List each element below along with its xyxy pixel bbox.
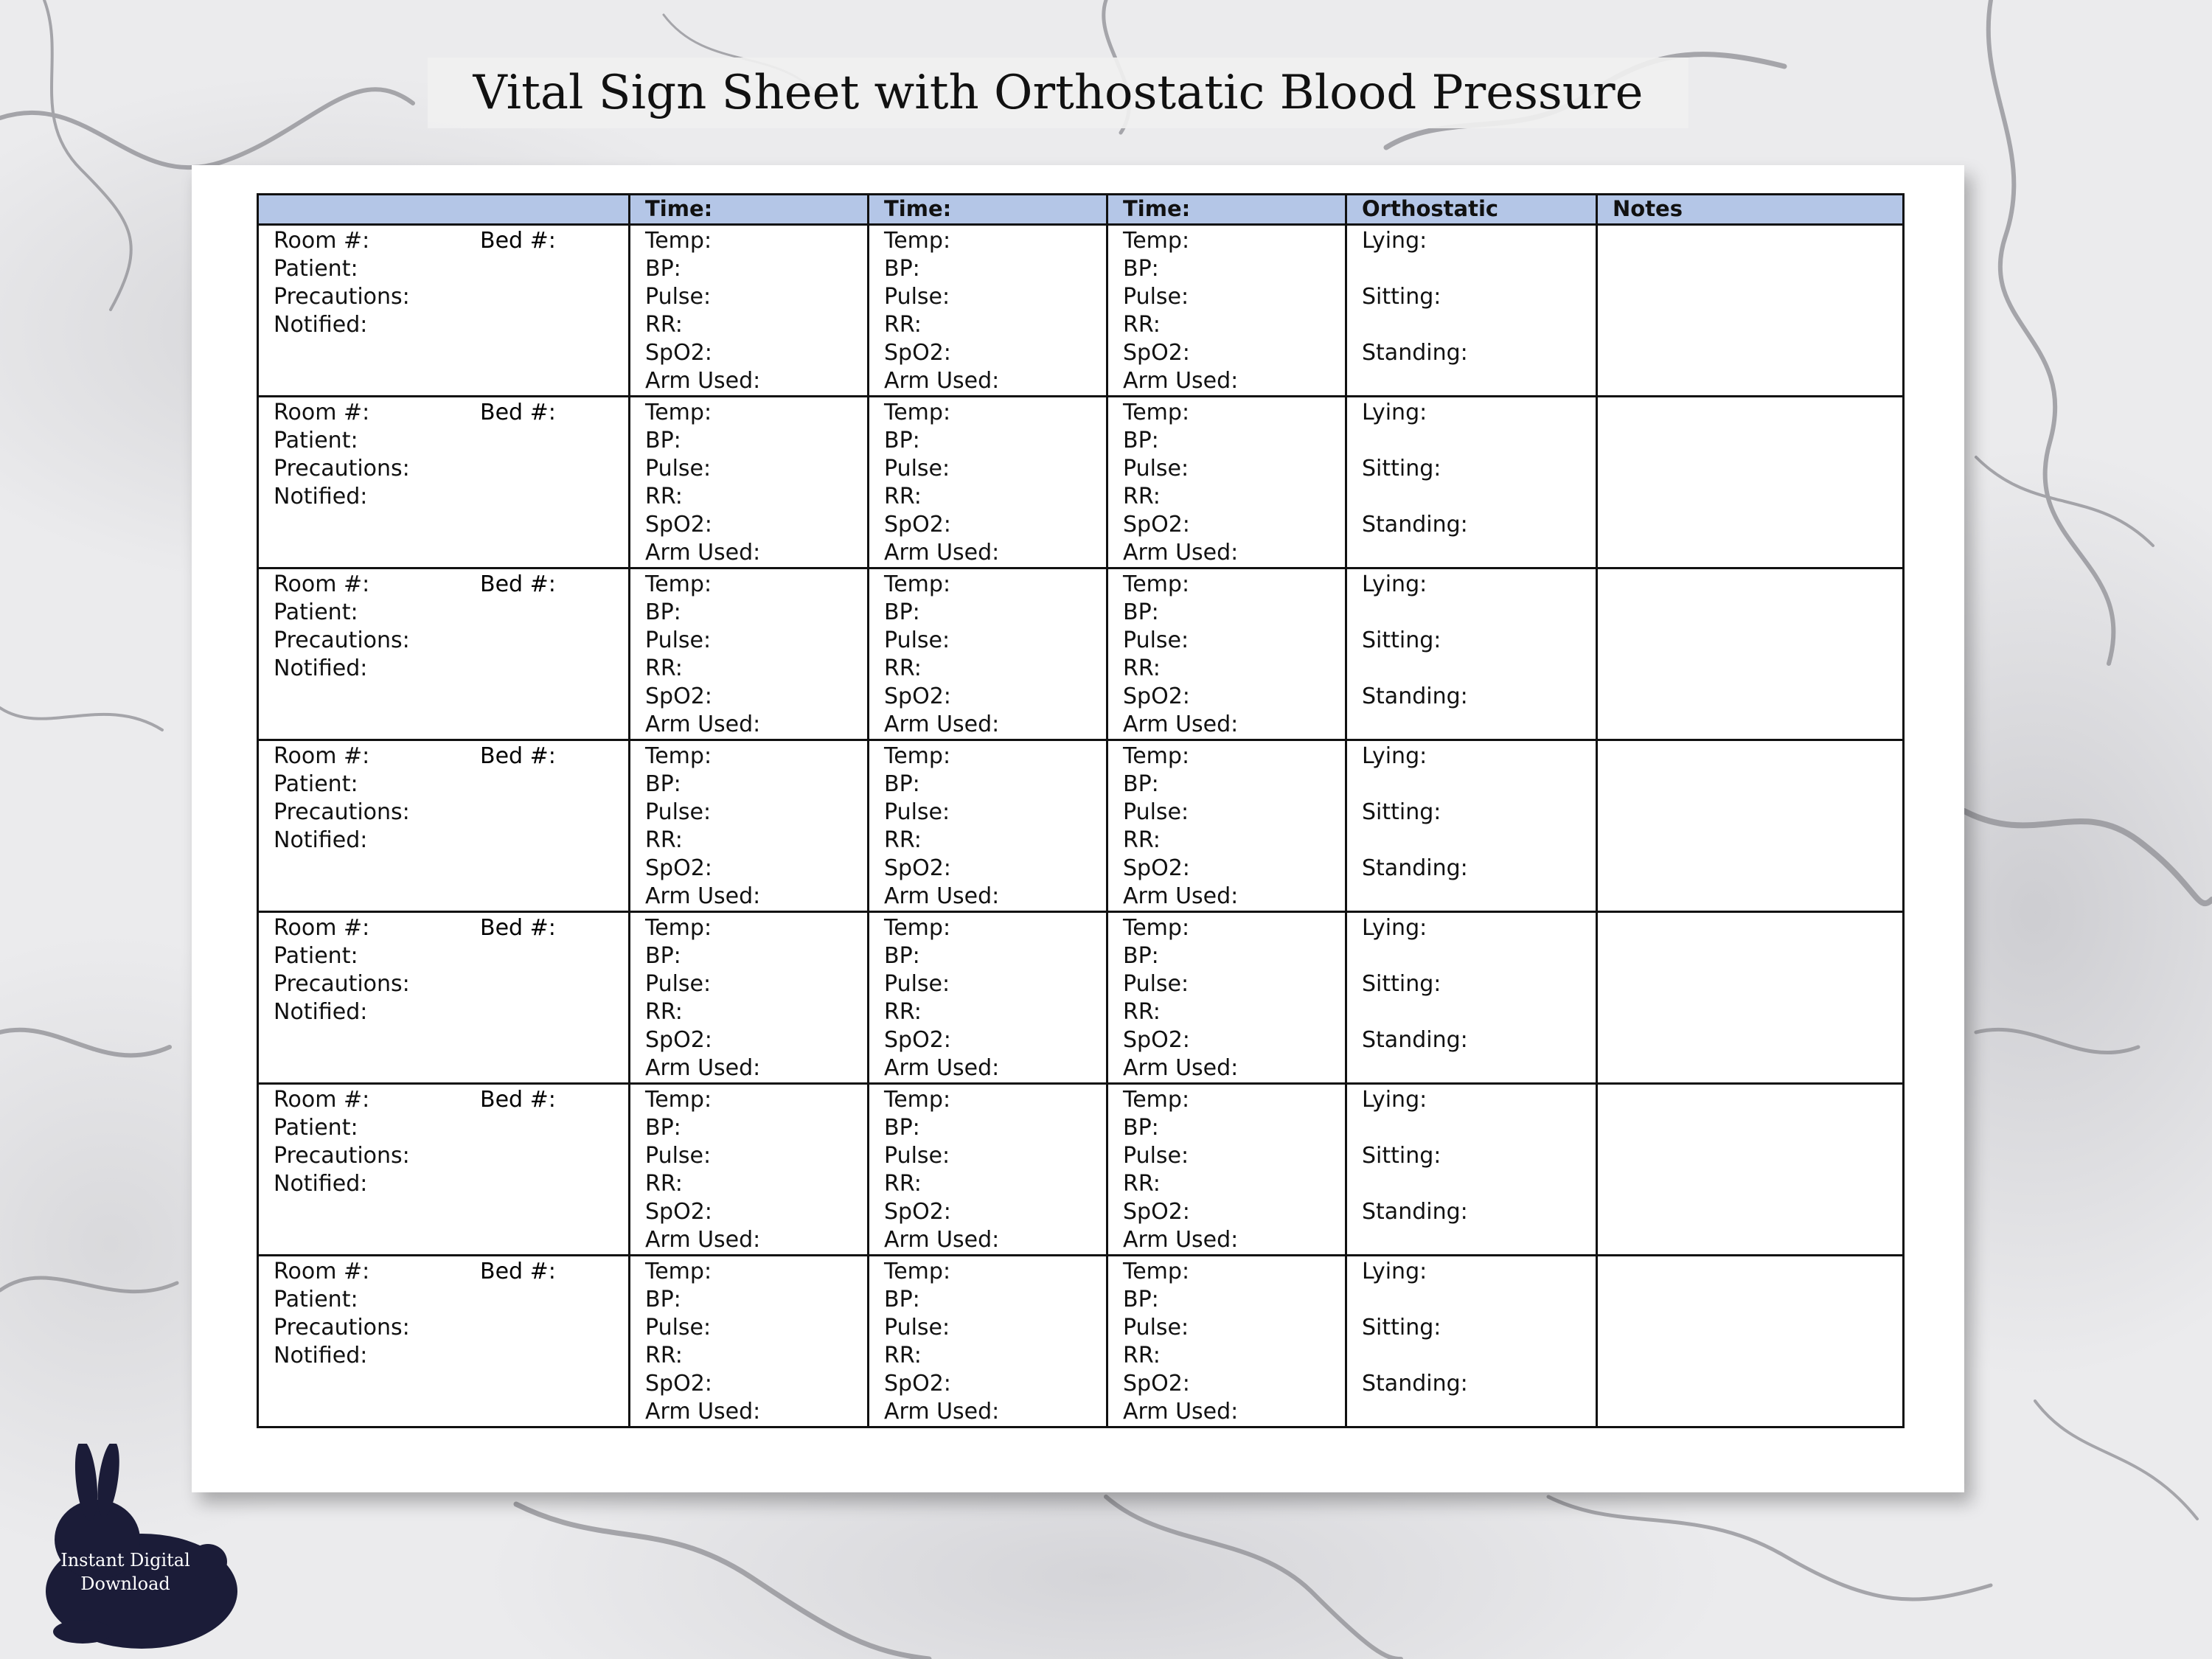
orthostatic-label: Lying: (1362, 571, 1427, 597)
orthostatic-label: Lying: (1362, 1259, 1427, 1284)
vital-label: RR: (645, 827, 683, 853)
spacer (1362, 311, 1596, 339)
notes-cell[interactable] (1597, 225, 1904, 397)
vital-label: BP: (884, 428, 920, 453)
table-header-row (258, 195, 1904, 225)
vital-label: RR: (884, 1343, 922, 1368)
room-label: Room #: (274, 743, 370, 769)
vital-label: BP: (645, 428, 681, 453)
badge-label (29, 1548, 221, 1596)
header-time-1: Time: (630, 195, 869, 225)
vital-label: BP: (645, 256, 681, 282)
vital-label: RR: (884, 999, 922, 1025)
vital-label: RR: (884, 655, 922, 681)
vital-label: Pulse: (645, 1315, 712, 1340)
orthostatic-cell[interactable] (1346, 912, 1597, 1084)
vital-label: SpO2: (645, 340, 712, 366)
header-orthostatic: Orthostatic (1346, 195, 1597, 225)
vitals-cell-time-3[interactable] (1107, 1256, 1346, 1427)
vital-label: Arm Used: (884, 540, 1000, 566)
precautions-label: Precautions: (274, 971, 410, 997)
vitals-cell-time-2[interactable] (869, 740, 1107, 912)
notes-cell[interactable] (1597, 1256, 1904, 1427)
patient-label: Patient: (274, 428, 358, 453)
spacer (1362, 771, 1596, 799)
spacer (1362, 655, 1596, 683)
notified-label: Notified: (274, 999, 368, 1025)
vital-label: SpO2: (1123, 340, 1190, 366)
orthostatic-label: Standing: (1362, 855, 1468, 881)
vital-label: SpO2: (1123, 1199, 1190, 1225)
vitals-cell-time-1[interactable] (630, 740, 869, 912)
vital-label: Arm Used: (884, 1055, 1000, 1081)
vital-label: RR: (645, 312, 683, 338)
vital-label: Arm Used: (1123, 712, 1239, 737)
orthostatic-label: Lying: (1362, 1087, 1427, 1113)
vital-label: Arm Used: (884, 712, 1000, 737)
vital-label: RR: (1123, 999, 1161, 1025)
vital-label: RR: (645, 1171, 683, 1197)
vital-label: Pulse: (884, 627, 950, 653)
vital-label: Pulse: (645, 627, 712, 653)
vital-label: BP: (1123, 771, 1159, 797)
vital-label: BP: (645, 1115, 681, 1141)
table-row (258, 740, 1904, 912)
vital-label: SpO2: (884, 1199, 951, 1225)
vital-label: SpO2: (1123, 855, 1190, 881)
room-label: Room #: (274, 571, 370, 597)
vital-label: Pulse: (645, 799, 712, 825)
spacer (1362, 599, 1596, 627)
vital-label: Arm Used: (645, 368, 761, 394)
vital-label: Pulse: (884, 971, 950, 997)
orthostatic-cell[interactable] (1346, 740, 1597, 912)
spacer (1362, 883, 1596, 911)
notified-label: Notified: (274, 827, 368, 853)
orthostatic-label: Sitting: (1362, 284, 1441, 310)
vitals-cell-time-1[interactable] (630, 225, 869, 397)
vital-label: Temp: (645, 915, 712, 941)
notes-cell[interactable] (1597, 568, 1904, 740)
vital-label: Temp: (645, 1259, 712, 1284)
orthostatic-cell[interactable] (1346, 225, 1597, 397)
bed-label: Bed #: (480, 1259, 556, 1284)
vital-label: Pulse: (1123, 284, 1189, 310)
vital-label: Pulse: (1123, 971, 1189, 997)
orthostatic-label: Lying: (1362, 228, 1427, 254)
orthostatic-cell[interactable] (1346, 1256, 1597, 1427)
document-page (192, 165, 1964, 1492)
room-label: Room #: (274, 915, 370, 941)
room-label: Room #: (274, 1259, 370, 1284)
vitals-cell-time-1[interactable] (630, 912, 869, 1084)
vital-label: SpO2: (645, 512, 712, 538)
vital-label: RR: (1123, 655, 1161, 681)
spacer (1362, 1286, 1596, 1314)
vital-label: RR: (645, 484, 683, 509)
orthostatic-cell[interactable] (1346, 1084, 1597, 1256)
orthostatic-label: Sitting: (1362, 627, 1441, 653)
vitals-cell-time-2[interactable] (869, 1256, 1107, 1427)
table-row (258, 1084, 1904, 1256)
patient-info-cell[interactable] (258, 1084, 630, 1256)
header-time-3: Time: (1107, 195, 1346, 225)
table-row (258, 568, 1904, 740)
vital-label: Pulse: (645, 456, 712, 481)
spacer (1362, 427, 1596, 455)
vital-label: BP: (1123, 1287, 1159, 1312)
vital-label: Arm Used: (884, 1227, 1000, 1253)
vital-label: SpO2: (884, 1371, 951, 1397)
vital-label: Arm Used: (884, 1399, 1000, 1425)
header-time-2: Time: (869, 195, 1107, 225)
patient-label: Patient: (274, 1287, 358, 1312)
patient-info-cell[interactable] (258, 568, 630, 740)
spacer (1362, 367, 1596, 395)
notes-cell[interactable] (1597, 1084, 1904, 1256)
vital-label: RR: (884, 1171, 922, 1197)
precautions-label: Precautions: (274, 627, 410, 653)
orthostatic-label: Sitting: (1362, 1315, 1441, 1340)
vital-label: Pulse: (884, 1143, 950, 1169)
spacer (1362, 711, 1596, 739)
patient-info-cell[interactable] (258, 912, 630, 1084)
vital-label: BP: (645, 1287, 681, 1312)
vital-label: Temp: (884, 1259, 951, 1284)
table-row (258, 1256, 1904, 1427)
precautions-label: Precautions: (274, 284, 410, 310)
notified-label: Notified: (274, 655, 368, 681)
spacer (1362, 998, 1596, 1026)
vital-label: Temp: (884, 915, 951, 941)
vital-label: Pulse: (1123, 627, 1189, 653)
header-notes: Notes (1597, 195, 1904, 225)
vital-label: SpO2: (884, 340, 951, 366)
vitals-cell-time-1[interactable] (630, 397, 869, 568)
spacer (1362, 1170, 1596, 1198)
vital-label: Pulse: (1123, 1315, 1189, 1340)
patient-info-cell[interactable] (258, 740, 630, 912)
precautions-label: Precautions: (274, 799, 410, 825)
vital-label: Arm Used: (884, 883, 1000, 909)
notes-cell[interactable] (1597, 912, 1904, 1084)
bed-label: Bed #: (480, 1087, 556, 1113)
orthostatic-label: Sitting: (1362, 799, 1441, 825)
notified-label: Notified: (274, 484, 368, 509)
vitals-cell-time-3[interactable] (1107, 397, 1346, 568)
spacer (1362, 1342, 1596, 1370)
notified-label: Notified: (274, 1343, 368, 1368)
badge-line-2: Download (80, 1573, 170, 1594)
vital-label: SpO2: (645, 855, 712, 881)
vital-label: Temp: (884, 743, 951, 769)
vital-label: RR: (884, 312, 922, 338)
vital-label: Arm Used: (645, 1055, 761, 1081)
patient-info-cell[interactable] (258, 397, 630, 568)
vital-label: SpO2: (1123, 1027, 1190, 1053)
vital-label: Temp: (884, 400, 951, 425)
vital-label: Arm Used: (1123, 1227, 1239, 1253)
room-label: Room #: (274, 1087, 370, 1113)
vital-label: RR: (1123, 1171, 1161, 1197)
vital-label: RR: (645, 655, 683, 681)
bed-label: Bed #: (480, 400, 556, 425)
patient-label: Patient: (274, 943, 358, 969)
orthostatic-label: Lying: (1362, 400, 1427, 425)
vitals-cell-time-1[interactable] (630, 1084, 869, 1256)
orthostatic-label: Standing: (1362, 1199, 1468, 1225)
orthostatic-label: Standing: (1362, 1371, 1468, 1397)
vital-label: Temp: (645, 1087, 712, 1113)
vitals-cell-time-3[interactable] (1107, 912, 1346, 1084)
vital-label: BP: (884, 1287, 920, 1312)
vital-label: Temp: (645, 571, 712, 597)
vital-label: BP: (884, 256, 920, 282)
vital-label: SpO2: (884, 1027, 951, 1053)
vital-label: Temp: (1123, 571, 1190, 597)
orthostatic-label: Lying: (1362, 915, 1427, 941)
vital-label: Arm Used: (1123, 883, 1239, 909)
vital-label: Arm Used: (1123, 1399, 1239, 1425)
vital-label: Temp: (1123, 1259, 1190, 1284)
vital-label: Arm Used: (645, 540, 761, 566)
spacer (1362, 1114, 1596, 1142)
orthostatic-label: Sitting: (1362, 971, 1441, 997)
vital-label: Temp: (1123, 743, 1190, 769)
vital-label: RR: (1123, 827, 1161, 853)
spacer (1362, 483, 1596, 511)
notified-label: Notified: (274, 312, 368, 338)
vital-label: Temp: (1123, 1087, 1190, 1113)
vital-label: SpO2: (645, 1027, 712, 1053)
room-label: Room #: (274, 228, 370, 254)
vital-label: BP: (645, 943, 681, 969)
vital-label: Temp: (884, 228, 951, 254)
vital-label: Arm Used: (1123, 1055, 1239, 1081)
patient-label: Patient: (274, 256, 358, 282)
vital-label: SpO2: (884, 684, 951, 709)
spacer (1362, 1226, 1596, 1254)
patient-label: Patient: (274, 599, 358, 625)
vitals-cell-time-2[interactable] (869, 397, 1107, 568)
vital-label: Pulse: (1123, 1143, 1189, 1169)
vital-label: RR: (645, 999, 683, 1025)
vital-label: BP: (1123, 943, 1159, 969)
orthostatic-label: Standing: (1362, 1027, 1468, 1053)
vitals-cell-time-3[interactable] (1107, 568, 1346, 740)
vital-label: Arm Used: (884, 368, 1000, 394)
vital-sign-table (257, 193, 1905, 1428)
vital-label: Pulse: (645, 971, 712, 997)
table-row (258, 397, 1904, 568)
patient-label: Patient: (274, 1115, 358, 1141)
orthostatic-label: Sitting: (1362, 1143, 1441, 1169)
vital-label: RR: (645, 1343, 683, 1368)
vital-label: Temp: (884, 571, 951, 597)
vital-label: Pulse: (645, 284, 712, 310)
vital-label: RR: (884, 484, 922, 509)
orthostatic-cell[interactable] (1346, 568, 1597, 740)
vital-label: SpO2: (1123, 1371, 1190, 1397)
table-row (258, 912, 1904, 1084)
vitals-cell-time-3[interactable] (1107, 1084, 1346, 1256)
vital-label: Temp: (645, 228, 712, 254)
vital-label: Arm Used: (645, 883, 761, 909)
bed-label: Bed #: (480, 228, 556, 254)
vital-label: Temp: (1123, 915, 1190, 941)
page-title: Vital Sign Sheet with Orthostatic Blood Pressure (473, 66, 1644, 120)
notes-cell[interactable] (1597, 397, 1904, 568)
room-label: Room #: (274, 400, 370, 425)
vital-label: BP: (884, 1115, 920, 1141)
rabbit-silhouette-icon (16, 1444, 237, 1650)
vitals-cell-time-3[interactable] (1107, 740, 1346, 912)
vital-label: Pulse: (884, 1315, 950, 1340)
precautions-label: Precautions: (274, 1315, 410, 1340)
vital-label: SpO2: (1123, 684, 1190, 709)
spacer (1362, 1398, 1596, 1426)
vital-label: Arm Used: (1123, 540, 1239, 566)
vital-label: Arm Used: (645, 712, 761, 737)
vital-label: Temp: (1123, 400, 1190, 425)
vital-label: Arm Used: (645, 1399, 761, 1425)
spacer (1362, 1054, 1596, 1082)
vitals-cell-time-2[interactable] (869, 225, 1107, 397)
vitals-cell-time-2[interactable] (869, 568, 1107, 740)
table-row (258, 225, 1904, 397)
orthostatic-label: Lying: (1362, 743, 1427, 769)
bed-label: Bed #: (480, 915, 556, 941)
orthostatic-label: Sitting: (1362, 456, 1441, 481)
vital-label: BP: (645, 771, 681, 797)
patient-label: Patient: (274, 771, 358, 797)
vital-label: SpO2: (645, 1199, 712, 1225)
bed-label: Bed #: (480, 743, 556, 769)
vital-label: Arm Used: (1123, 368, 1239, 394)
vital-label: BP: (884, 771, 920, 797)
orthostatic-label: Standing: (1362, 340, 1468, 366)
spacer (1362, 539, 1596, 567)
vitals-cell-time-2[interactable] (869, 1084, 1107, 1256)
vital-label: Temp: (645, 743, 712, 769)
vital-label: Arm Used: (645, 1227, 761, 1253)
vital-label: RR: (1123, 484, 1161, 509)
vital-label: BP: (884, 599, 920, 625)
badge-line-1: Instant Digital (60, 1550, 190, 1571)
vital-label: SpO2: (884, 855, 951, 881)
vital-label: Pulse: (645, 1143, 712, 1169)
vital-label: RR: (1123, 312, 1161, 338)
vital-label: Pulse: (1123, 799, 1189, 825)
orthostatic-label: Standing: (1362, 512, 1468, 538)
vital-label: SpO2: (645, 1371, 712, 1397)
vitals-cell-time-3[interactable] (1107, 225, 1346, 397)
notified-label: Notified: (274, 1171, 368, 1197)
spacer (1362, 827, 1596, 855)
bed-label: Bed #: (480, 571, 556, 597)
vital-label: BP: (1123, 428, 1159, 453)
vital-label: RR: (1123, 1343, 1161, 1368)
vitals-cell-time-2[interactable] (869, 912, 1107, 1084)
vital-label: BP: (1123, 256, 1159, 282)
spacer (1362, 942, 1596, 970)
orthostatic-cell[interactable] (1346, 397, 1597, 568)
vital-label: BP: (645, 599, 681, 625)
patient-info-cell[interactable] (258, 1256, 630, 1427)
spacer (1362, 255, 1596, 283)
patient-info-cell[interactable] (258, 225, 630, 397)
vital-label: BP: (884, 943, 920, 969)
vitals-cell-time-1[interactable] (630, 1256, 869, 1427)
vital-label: Pulse: (1123, 456, 1189, 481)
vital-label: BP: (1123, 1115, 1159, 1141)
vital-label: Temp: (645, 400, 712, 425)
notes-cell[interactable] (1597, 740, 1904, 912)
vital-label: SpO2: (645, 684, 712, 709)
precautions-label: Precautions: (274, 1143, 410, 1169)
header-patient-info (258, 195, 630, 225)
vital-label: Temp: (884, 1087, 951, 1113)
vital-label: RR: (884, 827, 922, 853)
vital-label: SpO2: (884, 512, 951, 538)
precautions-label: Precautions: (274, 456, 410, 481)
vital-label: SpO2: (1123, 512, 1190, 538)
vital-label: Temp: (1123, 228, 1190, 254)
vital-label: BP: (1123, 599, 1159, 625)
orthostatic-label: Standing: (1362, 684, 1468, 709)
vital-label: Pulse: (884, 284, 950, 310)
vital-label: Pulse: (884, 799, 950, 825)
vitals-cell-time-1[interactable] (630, 568, 869, 740)
vital-label: Pulse: (884, 456, 950, 481)
